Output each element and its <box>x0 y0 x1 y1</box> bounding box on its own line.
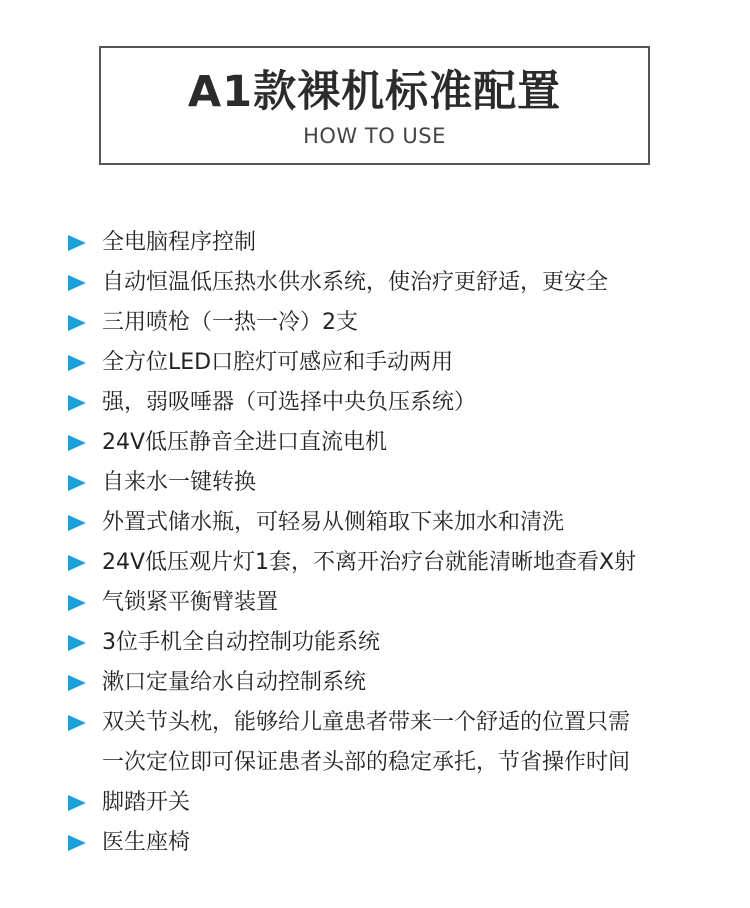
feature-text: 全方位LED口腔灯可感应和手动两用 <box>102 350 454 375</box>
bullet-arrow-icon <box>68 235 86 251</box>
feature-item <box>68 423 718 463</box>
feature-text: 自动恒温低压热水供水系统，使治疗更舒适，更安全 <box>102 270 609 295</box>
feature-text: 24V低压静音全进口直流电机 <box>102 430 388 455</box>
feature-item <box>68 823 718 863</box>
title-box <box>99 46 650 165</box>
feature-text: 3位手机全自动控制功能系统 <box>102 630 380 655</box>
bullet-arrow-icon <box>68 595 86 611</box>
feature-item <box>68 703 718 783</box>
bullet-arrow-icon <box>68 315 86 331</box>
feature-item <box>68 623 718 663</box>
feature-item <box>68 663 718 703</box>
feature-item <box>68 583 718 623</box>
feature-item <box>68 503 718 543</box>
feature-text: 脚踏开关 <box>102 790 191 815</box>
feature-text: 双关节头枕，能够给儿童患者带来一个舒适的位置只需 <box>102 710 631 735</box>
feature-text: 外置式储水瓶，可轻易从侧箱取下来加水和清洗 <box>102 510 565 535</box>
bullet-arrow-icon <box>68 475 86 491</box>
feature-item <box>68 783 718 823</box>
page-title: A1款裸机标准配置 <box>187 67 562 117</box>
bullet-arrow-icon <box>68 395 86 411</box>
feature-text: 漱口定量给水自动控制系统 <box>102 670 367 695</box>
bullet-arrow-icon <box>68 355 86 371</box>
feature-text: 全电脑程序控制 <box>102 230 257 255</box>
bullet-arrow-icon <box>68 835 86 851</box>
feature-item <box>68 223 718 263</box>
feature-item <box>68 343 718 383</box>
bullet-arrow-icon <box>68 275 86 291</box>
feature-text: 三用喷枪（一热一冷）2支 <box>102 310 358 335</box>
feature-item <box>68 463 718 503</box>
bullet-arrow-icon <box>68 795 86 811</box>
feature-list <box>68 223 718 863</box>
feature-item <box>68 543 718 583</box>
bullet-arrow-icon <box>68 555 86 571</box>
bullet-arrow-icon <box>68 715 86 731</box>
feature-item <box>68 383 718 423</box>
bullet-arrow-icon <box>68 675 86 691</box>
feature-item <box>68 303 718 343</box>
feature-text: 医生座椅 <box>102 830 191 855</box>
feature-text: 强，弱吸唾器（可选择中央负压系统） <box>102 390 477 415</box>
feature-text-continuation: 一次定位即可保证患者头部的稳定承托，节省操作时间 <box>102 750 631 775</box>
feature-text: 气锁紧平衡臂装置 <box>102 590 279 615</box>
page-subtitle: HOW TO USE <box>303 124 446 148</box>
bullet-arrow-icon <box>68 635 86 651</box>
feature-text: 24V低压观片灯1套，不离开治疗台就能清晰地查看X射 <box>102 550 637 575</box>
bullet-arrow-icon <box>68 435 86 451</box>
feature-item <box>68 263 718 303</box>
feature-text: 自来水一键转换 <box>102 470 257 495</box>
bullet-arrow-icon <box>68 515 86 531</box>
